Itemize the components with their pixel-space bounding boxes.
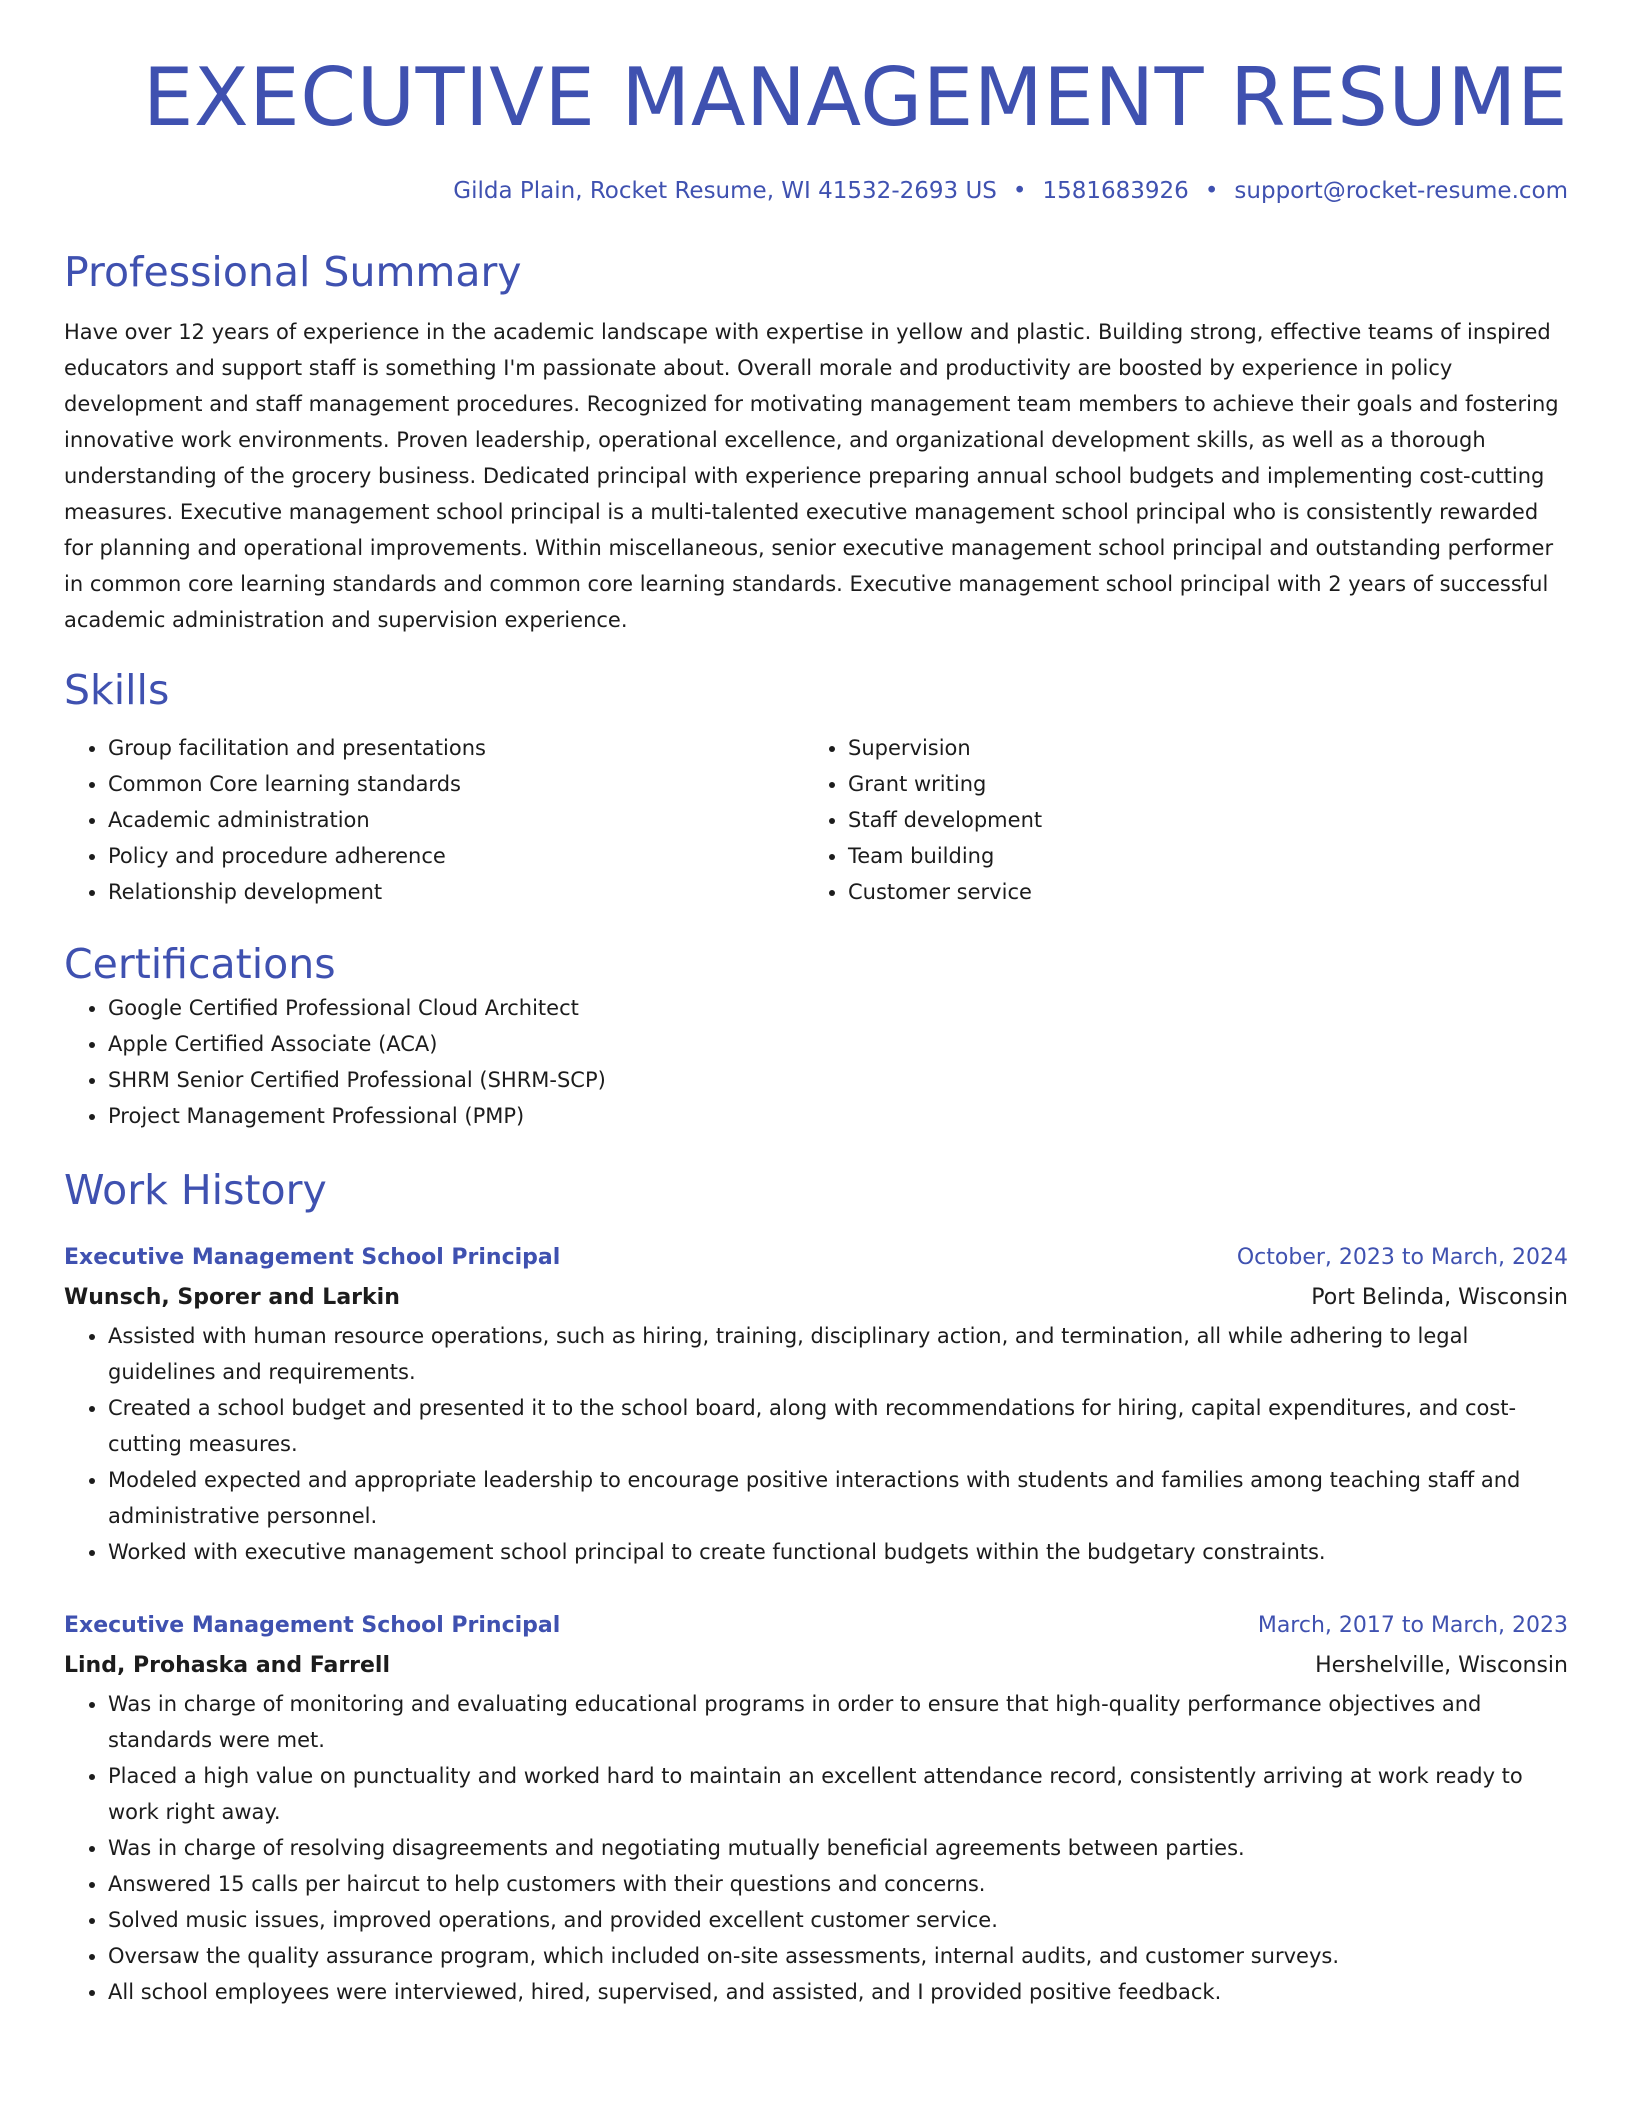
certification-item: • Google Certified Professional Cloud Architect bbox=[108, 990, 1568, 1026]
contact-address: Gilda Plain, Rocket Resume, WI 41532-2693 US bbox=[453, 178, 997, 204]
job-company: Wunsch, Sporer and Larkin bbox=[64, 1285, 400, 1310]
job-duty-item: • Was in charge of monitoring and evaluating educational programs in order to ensure that high-quality performance objectives and standards were met. bbox=[108, 1686, 1568, 1758]
skill-item: • Academic administration bbox=[108, 802, 804, 838]
job-entry bbox=[64, 1606, 1568, 2010]
certification-item: • Project Management Professional (PMP) bbox=[108, 1098, 1568, 1134]
job-title-row bbox=[64, 1238, 1568, 1278]
skills-grid bbox=[64, 730, 1568, 910]
job-location: Port Belinda, Wisconsin bbox=[1311, 1285, 1568, 1310]
skills-column-left bbox=[64, 730, 804, 910]
job-duty-item: • All school employees were interviewed, hired, supervised, and assisted, and I provided positive feedback. bbox=[108, 1974, 1568, 2010]
job-duty-item: • Was in charge of resolving disagreements and negotiating mutually beneficial agreements between parties. bbox=[108, 1830, 1568, 1866]
resume-title: EXECUTIVE MANAGEMENT RESUME bbox=[142, 51, 1568, 144]
job-title: Executive Management School Principal bbox=[64, 1245, 561, 1270]
skill-item: • Relationship development bbox=[108, 874, 804, 910]
skill-item: • Grant writing bbox=[848, 766, 1544, 802]
summary-heading: Professional Summary bbox=[64, 248, 522, 296]
job-duty-item: • Created a school budget and presented it to the school board, along with recommendations for hiring, capital expenditures, and cost-cutting measures. bbox=[108, 1390, 1568, 1462]
contact-separator: • bbox=[1204, 178, 1219, 204]
job-title-row bbox=[64, 1606, 1568, 1646]
job-duty-item: • Modeled expected and appropriate leadership to encourage positive interactions with students and families among teaching staff and administrative personnel. bbox=[108, 1462, 1568, 1534]
job-duty-item: • Solved music issues, improved operations, and provided excellent customer service. bbox=[108, 1902, 1568, 1938]
contact-line bbox=[64, 176, 1568, 206]
certifications-heading: Certifications bbox=[64, 940, 336, 988]
job-company-row bbox=[64, 1278, 1568, 1318]
job-dates: March, 2017 to March, 2023 bbox=[1257, 1613, 1568, 1638]
resume-header bbox=[64, 50, 1568, 206]
job-duty-item: • Assisted with human resource operations, such as hiring, training, disciplinary action, and termination, all while adhering to legal guidelines and requirements. bbox=[108, 1318, 1568, 1390]
certification-item: • Apple Certified Associate (ACA) bbox=[108, 1026, 1568, 1062]
work-history-heading: Work History bbox=[64, 1166, 327, 1214]
job-company: Lind, Prohaska and Farrell bbox=[64, 1653, 391, 1678]
skills-list-left bbox=[64, 730, 804, 910]
skills-heading: Skills bbox=[64, 666, 170, 714]
job-duty-item: • Answered 15 calls per haircut to help customers with their questions and concerns. bbox=[108, 1866, 1568, 1902]
skill-item: • Policy and procedure adherence bbox=[108, 838, 804, 874]
job-company-row bbox=[64, 1646, 1568, 1686]
job-duties-list bbox=[64, 1318, 1568, 1570]
job-title: Executive Management School Principal bbox=[64, 1613, 561, 1638]
job-duty-item: • Placed a high value on punctuality and worked hard to maintain an excellent attendance record, consistently arriving at work ready to work right away. bbox=[108, 1758, 1568, 1830]
summary-text: Have over 12 years of experience in the academic landscape with expertise in yellow and plastic. Building strong, effective teams of inspired educators and support staff is something I'm passionate about. Overall morale and productivity are boosted by experience in policy development and staff management procedures. Recognized for motivating management team members to achieve their goals and fostering innovative work environments. Proven leadership, operational excellence, and organizational development skills, as well as a thorough understanding of the grocery business. Dedicated principal with experience preparing annual school budgets and implementing cost-cutting measures. Executive management school principal is a multi-talented executive management school principal who is consistently rewarded for planning and operational improvements. Within miscellaneous, senior executive management school principal and outstanding performer in common core learning standards and common core learning standards. Executive management school principal with 2 years of successful academic administration and supervision experience. bbox=[64, 320, 1559, 632]
job-entry bbox=[64, 1238, 1568, 1570]
contact-separator: • bbox=[1012, 178, 1027, 204]
contact-email: support@rocket-resume.com bbox=[1234, 178, 1568, 204]
skills-list-right bbox=[804, 730, 1544, 910]
skill-item: • Team building bbox=[848, 838, 1544, 874]
certification-item: • SHRM Senior Certified Professional (SHRM-SCP) bbox=[108, 1062, 1568, 1098]
job-duty-item: • Worked with executive management school principal to create functional budgets within the budgetary constraints. bbox=[108, 1534, 1568, 1570]
skill-item: • Staff development bbox=[848, 802, 1544, 838]
skills-column-right bbox=[804, 730, 1544, 910]
job-duties-list bbox=[64, 1686, 1568, 2010]
skill-item: • Group facilitation and presentations bbox=[108, 730, 804, 766]
skill-item: • Common Core learning standards bbox=[108, 766, 804, 802]
job-location: Hershelville, Wisconsin bbox=[1315, 1653, 1568, 1678]
job-dates: October, 2023 to March, 2024 bbox=[1236, 1245, 1568, 1270]
skill-item: • Customer service bbox=[848, 874, 1544, 910]
job-duty-item: • Oversaw the quality assurance program, which included on-site assessments, internal audits, and customer surveys. bbox=[108, 1938, 1568, 1974]
skill-item: • Supervision bbox=[848, 730, 1544, 766]
contact-phone: 1581683926 bbox=[1042, 178, 1189, 204]
certifications-list bbox=[64, 990, 1568, 1134]
